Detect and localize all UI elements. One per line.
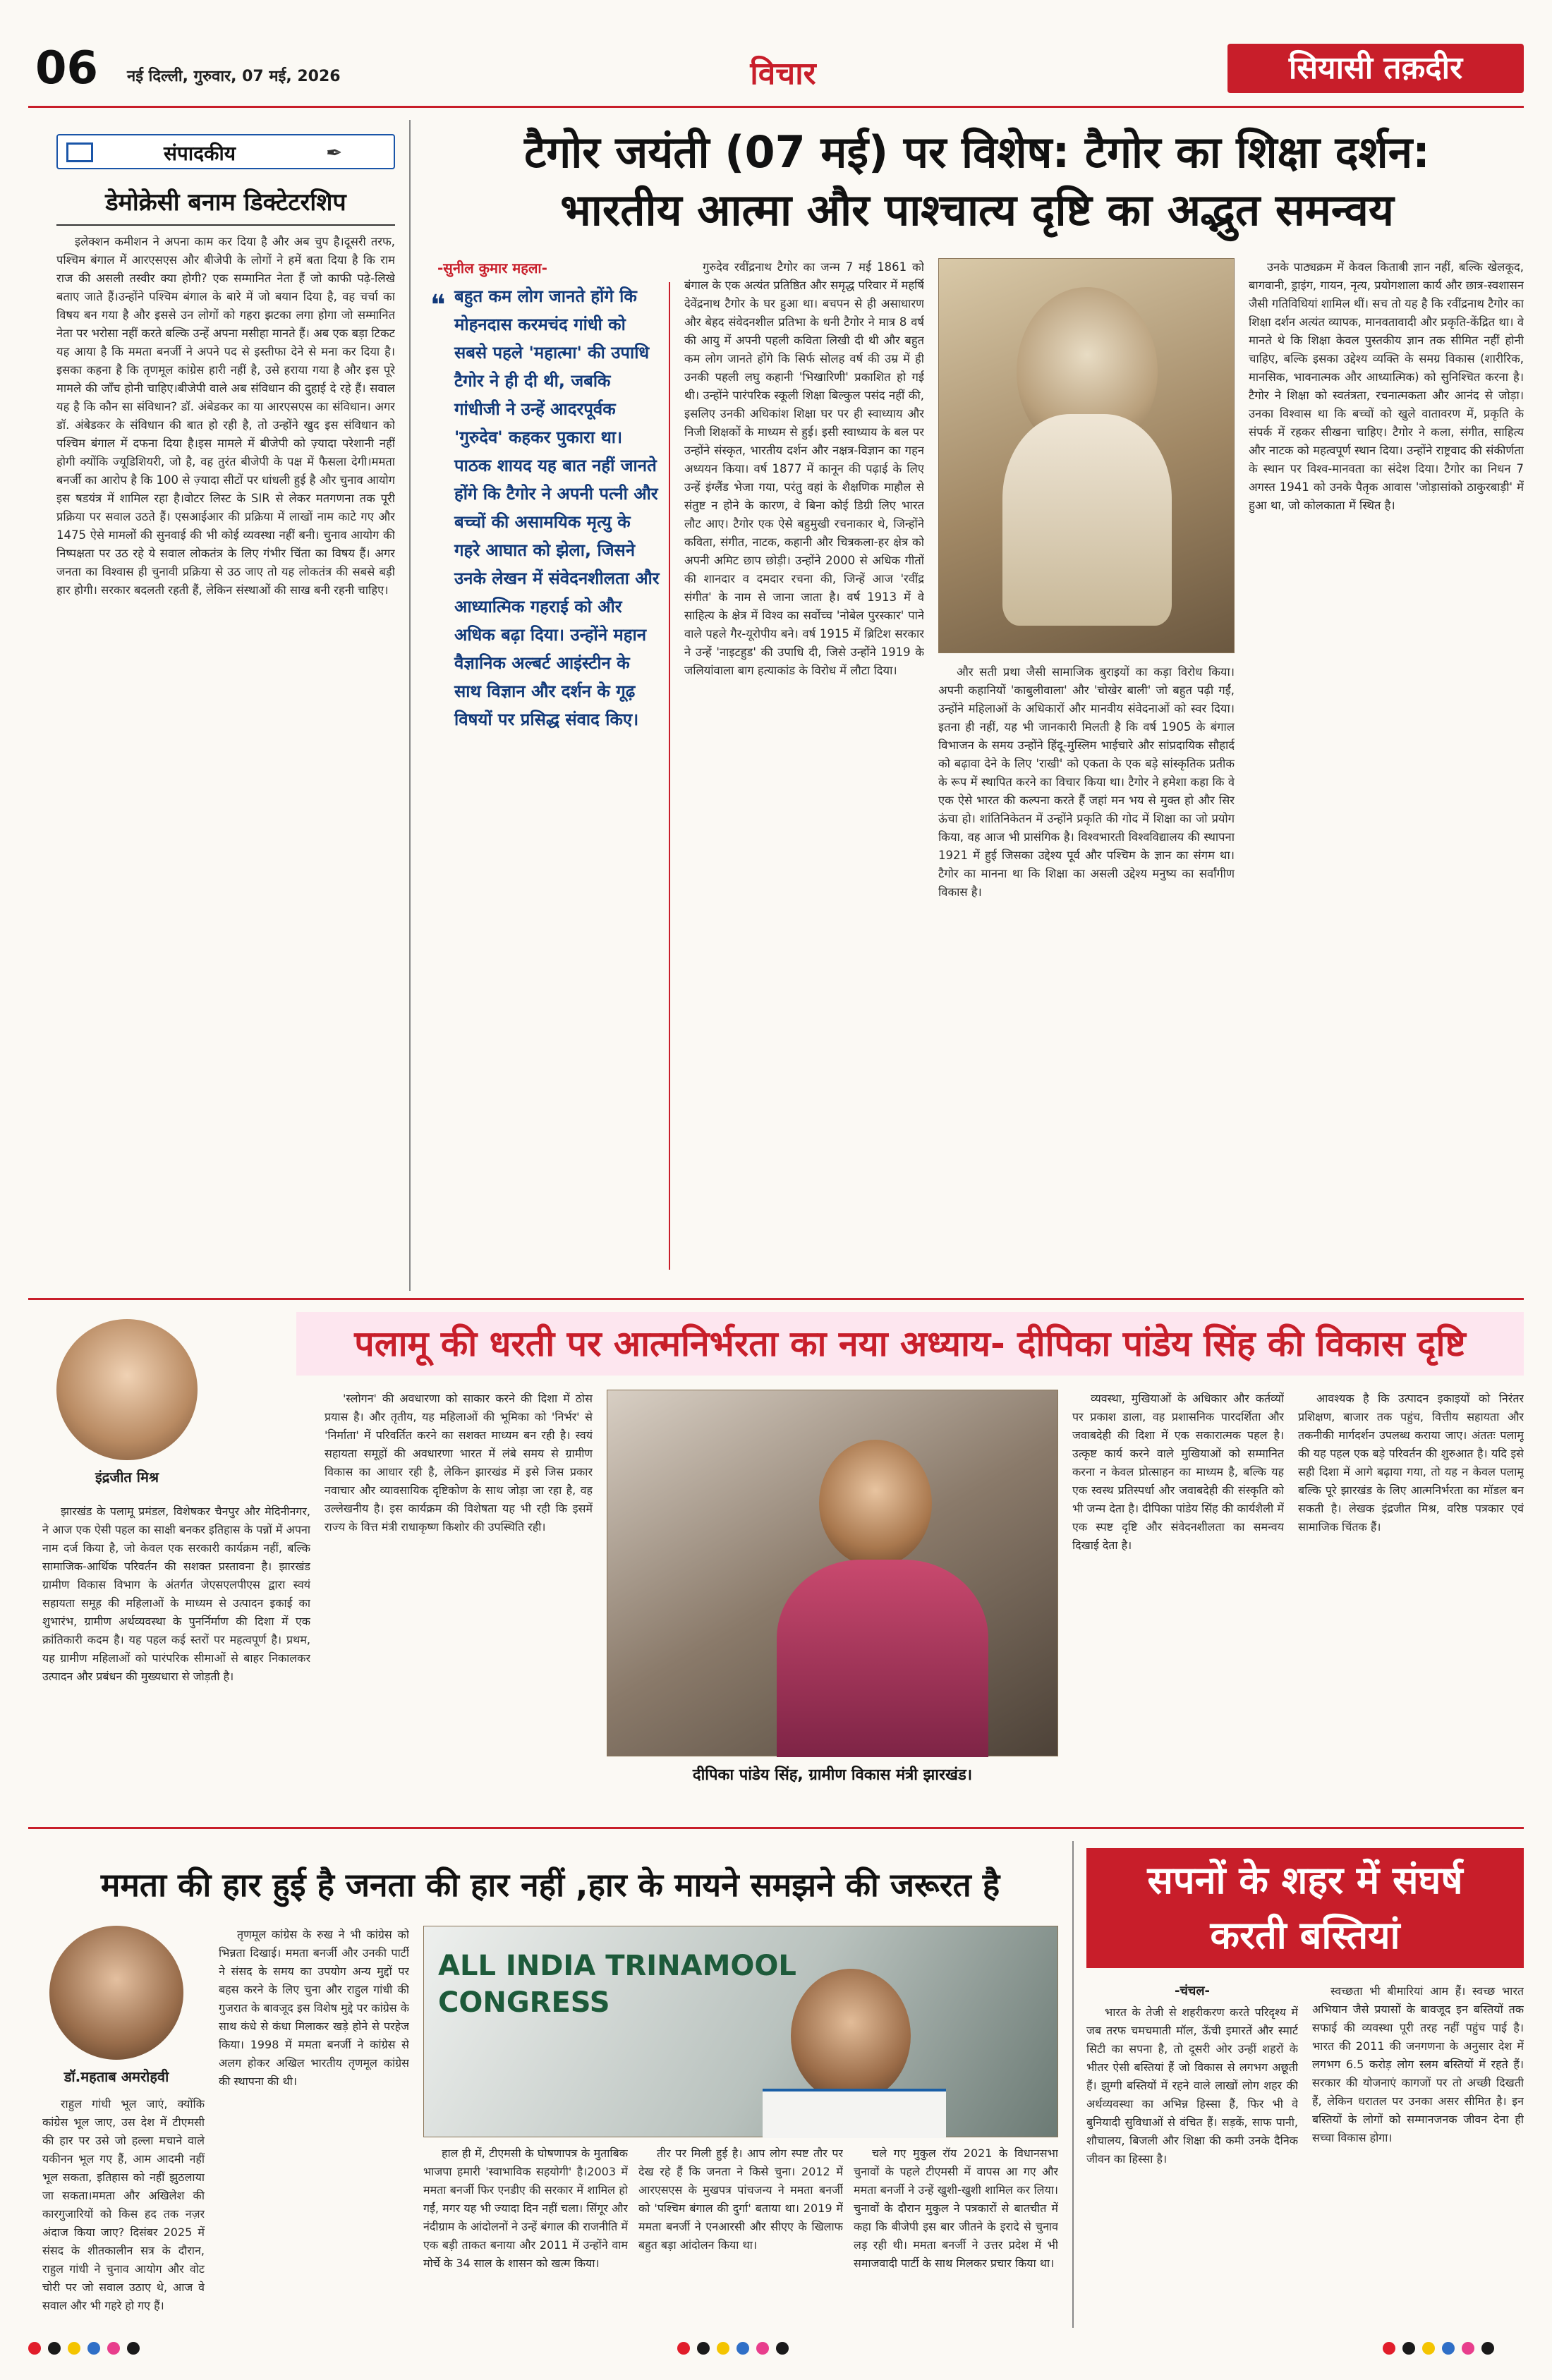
palamu-author: इंद्रजीत मिश्र [95, 1469, 159, 1486]
editorial-divider [409, 120, 411, 1291]
section-rule-1 [28, 1298, 1524, 1300]
palamu-text-1: झारखंड के पलामू प्रमंडल, विशेषकर चैनपुर और मेदिनीनगर, ने आज एक ऐसी पहल का साक्षी बनकर इतिहास के पन्नों में अपना नाम दर्ज किया है, जो केवल एक सरकारी कार्यक्रम नहीं, बल्कि सामाजिक-आर्थिक परिवर्तन की सशक्त प्रस्तावना है। झारखंड ग्रामीण विकास विभाग के अंतर्गत जेएसएलपीएस द्वारा स्वयं सहायता समूह की महिलाओं के माध्यम से उत्पादन इकाई का शुभारंभ, ग्रामीण अर्थव्यवस्था के पुनर्निर्माण की दिशा में एक क्रांतिकारी कदम है। यह पहल कई स्तरों पर महत्वपूर्ण है। प्रथम, यह ग्रामीण महिलाओं को पारंपरिक सीमाओं से बाहर निकालकर उत्पादन और प्रबंधन की मुख्यधारा से जोड़ती है। [42, 1505, 310, 1683]
mamata-col-5 [854, 2144, 1058, 2321]
registration-dot [1402, 2342, 1415, 2355]
publication-box [1227, 44, 1524, 93]
feature-col-3 [1249, 258, 1524, 1288]
editorial-label: संपादकीय [164, 142, 236, 165]
mamata-saree [763, 2089, 946, 2138]
editorial-text: इलेक्शन कमीशन ने अपना काम कर दिया है और अब चुप है।दूसरी तरफ, पश्चिम बंगाल में आरएसएस और बीजेपी के लोगों ने हमें बता दिया है कि राम राज की असली तस्वीर क्या होगी? एक सम्मानित नेता हैं जो काफी पढ़े-लिखे बताए जाते हैं।उन्होंने पश्चिम बंगाल के बारे में जो बयान दिया है, वह चर्चा का विषय बन गया है और इससे उन लोगों को गहरा झटका लगा होगा जो सम्मानित नेता पर भरोसा नहीं करते बल्कि उन्हें अपना मसीहा मानते हैं। अब एक बड़ा टिकट यह आया है कि ममता बनर्जी ने अपने पद से इस्तीफा देने से मना कर दिया है।इसका कहना है कि तृणमूल कांग्रेस हारी नहीं है, उसे हराया गया है और इस पूरे मामले की जाँच होनी चाहिए।बीजेपी वाले अब संविधान की दुहाई दे रहे हैं। सवाल यह है कि कौन सा संविधान? डॉ. अंबेडकर का या आरएसएस का संविधान। अगर डॉ. अंबेडकर के संविधान की बात हो रही है, तो उन्होंने खुद इस संविधान को पश्चिम बंगाल में दफना दिया है।इस मामले में बीजेपी को ज़्यादा परेशानी नहीं होगी क्योंकि ज्यूडिशियरी, जो है, वह तुरंत बीजेपी के पक्ष में फैसला देगी।ममता बनर्जी का आरोप है कि 100 से ज़्यादा सीटों पर धांधली हुई है और चुनाव आयोग इस षडयंत्र में शामिल रहा है।वोटर लिस्ट के SIR से लेकर मतगणना तक पूरी प्रक्रिया पर सवाल उठते हैं। एसआईआर की प्रक्रिया में लाखों नाम काटे गए और 1475 ऐसे मामलों की सुनवाई की भी कोई व्यवस्था नहीं बनी। चुनाव आयोग की निष्पक्षता पर उठ रहे ये सवाल लोकतंत्र के लिए गंभीर चिंता का विषय हैं। अगर जनता का विश्वास ही चुनावी प्रक्रिया से उठ जाए तो यह लोकतंत्र की सबसे बड़ी हार होगी। सरकार बदलती रहती हैं, लेकिन संस्थाओं की साख बनी रहनी चाहिए। [56, 235, 395, 597]
registration-dot [68, 2342, 80, 2355]
mamata-text-5: चले गए मुकुल रॉय 2021 के विधानसभा चुनावों के पहले टीएमसी में वापस आ गए और ममता बनर्जी ने उन्हें खुशी-खुशी शामिल कर लिया। चुनावों के दौरान मुकुल ने पत्रकारों से बातचीत में कहा कि बीजेपी इस बार जीतने के इरादे से चुनाव लड़ रही थी। ममता बनर्जी ने उत्तर प्रदेश में भी समाजवादी पार्टी के साथ मिलकर प्रचार किया था। [854, 2147, 1058, 2270]
sapno-byline: -चंचल- [1174, 1984, 1210, 1998]
bottom-divider [1072, 1841, 1074, 2328]
dateline: नई दिल्ली, गुरुवार, 07 मई, 2026 [127, 68, 341, 85]
registration-dot [1383, 2342, 1395, 2355]
feature-headline-2: भारतीय आत्मा और पाश्चात्य दृष्टि का अद्भुत समन्वय [560, 184, 1394, 236]
minister-photo [607, 1390, 1058, 1756]
mamata-author: डॉ.महताब अमरोहवी [63, 2068, 169, 2085]
color-registration-right [1383, 2342, 1494, 2355]
editorial-title-rule [56, 224, 395, 226]
color-registration-center [677, 2342, 789, 2355]
registration-dot [736, 2342, 749, 2355]
registration-dot [87, 2342, 100, 2355]
registration-dot [697, 2342, 710, 2355]
portrait-beard [1002, 414, 1172, 626]
publication-name: सियासी तक़दीर [1288, 50, 1463, 86]
palamu-text-2: 'स्लोगन' की अवधारणा को साकार करने की दिशा में ठोस प्रयास है। और तृतीय, यह महिलाओं की भूमिका को 'निर्भर' से 'निर्माता' में परिवर्तित करने का सशक्त माध्यम बन रही है। स्वयं सहायता समूहों की अवधारणा भारत में लंबे समय से ग्रामीण विकास का आधार रही है, लेकिन झारखंड में इसे जिस प्रकार नवाचार और व्यावसायिक दृष्टिकोण के साथ जोड़ा जा रहा है, वह उल्लेखनीय है। इस कार्यक्रम की विशेषता यह भी रही कि इसमें राज्य के वित्त मंत्री राधाकृष्ण किशोर की उपस्थिति रही। [325, 1392, 593, 1534]
sapno-col-1 [1086, 2003, 1298, 2321]
sapno-text-1: भारत के तेजी से शहरीकरण करते परिदृश्य में जब तरफ चमचमाती मॉल, ऊँची इमारतें और स्मार्ट सिटी का सपना है, तो दूसरी ओर उन्हीं शहरों के भीतर ऐसी बस्तियां हैं जो विकास से लगभग अछूती हैं। झुग्गी बस्तियों में रहने वाले लाखों लोग शहर की अर्थव्यवस्था का अभिन्न हिस्सा हैं, फिर भी वे बुनियादी सुविधाओं से वंचित हैं। सड़कें, साफ पानी, शौचालय, बिजली और शिक्षा की कमी उनके दैनिक जीवन का हिस्सा है। [1086, 2005, 1298, 2166]
pull-quote: बहुत कम लोग जानते होंगे कि मोहनदास करमचंद गांधी को सबसे पहले 'महात्मा' की उपाधि टैगोर ने ही दी थी, जबकि गांधीजी ने उन्हें आदरपूर्वक 'गुरुदेव' कहकर पुकारा था। पाठक शायद यह बात नहीं जानते होंगे कि टैगोर ने अपनी पत्नी और बच्चों की असामयिक मृत्यु के गहरे आघात को झेला, जिसने उनके लेखन में संवेदनशीलता और आध्यात्मिक गहराई को और अधिक बढ़ा दिया। उन्होंने महान वैज्ञानिक अल्बर्ट आइंस्टीन के साथ विज्ञान और दर्शन के गूढ़ विषयों पर प्रसिद्ध संवाद किए। [454, 286, 660, 729]
feature-col-1 [684, 258, 924, 1288]
mamata-col-1 [42, 2095, 205, 2321]
minister-saree [777, 1560, 988, 1757]
registration-dot [107, 2342, 120, 2355]
feature-col-2 [938, 663, 1235, 1284]
registration-dot [1422, 2342, 1435, 2355]
mamata-headline: ममता की हार हुई है जनता की हार नहीं ,हार के मायने समझने की जरूरत है [100, 1866, 1000, 1904]
section-rule-2 [28, 1827, 1524, 1829]
mamata-photo [423, 1926, 1058, 2137]
mamata-col-2 [219, 1926, 409, 2321]
sapno-text-2: स्वच्छता भी बीमारियां आम हैं। स्वच्छ भारत अभियान जैसे प्रयासों के बावजूद इन बस्तियों तक सफाई की व्यवस्था पूरी तरह नहीं पहुंच पाई है। भारत की 2011 की जनगणना के अनुसार देश में लगभग 6.5 करोड़ लोग स्लम बस्तियों में रहते हैं। सरकार की योजनाएं कागजों पर तो अच्छी दिखती हैं, लेकिन धरातल पर उनका असर सीमित है। इन बस्तियों के लोगों को सम्मानजनक जीवन देना ही सच्चा विकास होगा। [1312, 1984, 1524, 2144]
feature-text-2: और सती प्रथा जैसी सामाजिक बुराइयों का कड़ा विरोध किया। अपनी कहानियों 'काबुलीवाला' और 'चोखेर बाली' जो बहुत पढ़ी गईं, उन्होंने महिलाओं के अधिकारों और मानवीय संवेदनाओं को स्वर दिया। इतना ही नहीं, यह भी जानकारी मिलती है कि वर्ष 1905 के बंगाल विभाजन के समय उन्होंने हिंदू-मुस्लिम भाईचारे और सांप्रदायिक सौहार्द को बढ़ावा देने के लिए 'राखी' को एकता के एक बड़े सांस्कृतिक प्रतीक के रूप में स्थापित करने का विचार किया था। टैगोर ने हमेशा कहा कि वे एक ऐसे भारत की कल्पना करते हैं जहां मन भय से मुक्त हो और सिर ऊंचा हो। शांतिनिकेतन में उन्होंने प्रकृति की गोद में शिक्षा का जो प्रयोग किया, वह आज भी प्रासंगिक है। विश्वभारती विश्वविद्यालय की स्थापना 1921 में हुई जिसका उद्देश्य पूर्व और पश्चिम के ज्ञान का संगम था। टैगोर का मानना था कि शिक्षा का असली उद्देश्य मनुष्य का सर्वांगीण विकास है। [938, 665, 1235, 899]
mamata-text-3: हाल ही में, टीएमसी के घोषणापत्र के मुताबिक भाजपा हमारी 'स्वाभाविक सहयोगी' है।2003 में ममता बनर्जी फिर एनडीए की सरकार में शामिल हो गईं, मगर यह भी ज्यादा दिन नहीं चला। सिंगूर और नंदीग्राम के आंदोलनों ने उन्हें बंगाल की राजनीति में एक बड़ी ताकत बनाया और 2011 में उन्होंने वाम मोर्चे के 34 साल के शासन को खत्म किया। [423, 2147, 628, 2270]
masthead-rule [28, 106, 1524, 108]
feature-text-1: गुरुदेव रवींद्रनाथ टैगोर का जन्म 7 मई 1861 को बंगाल के एक अत्यंत प्रतिष्ठित और समृद्ध परिवार में महर्षि देवेंद्रनाथ टैगोर के घर हुआ था। बचपन से ही असाधारण और बेहद संवेदनशील प्रतिभा के धनी टैगोर ने मात्र 8 वर्ष की आयु में अपनी पहली कविता लिखी दी थी और बहुत कम लोग जानते होंगे कि सिर्फ सोलह वर्ष की उम्र में ही उनकी पहली लघु कहानी 'भिखारिणी' प्रकाशित हो गई थी। उन्होंने पारंपरिक स्कूली शिक्षा बिल्कुल पसंद नहीं की, इसलिए उनकी अधिकांश शिक्षा घर पर ही स्वाध्याय और निजी शिक्षकों के माध्यम से हुई। इसी स्वाध्याय के बल पर उन्होंने संस्कृत, भारतीय दर्शन और नक्षत्र-विज्ञान का गहन अध्ययन किया। वर्ष 1877 में कानून की पढ़ाई के लिए उन्हें इंग्लैंड भेजा गया, परंतु वहां के शैक्षणिक माहौल से संतुष्ट न होने के कारण, वे बिना कोई डिग्री लिए भारत लौट आए। टैगोर एक ऐसे बहुमुखी रचनाकार थे, जिन्होंने कविता, संगीत, नाटक, कहानी और चित्रकला-हर क्षेत्र को अपनी अमिट छाप छोड़ी। उन्होंने 2000 से अधिक गीतों की शानदार व दमदार रचना की, जिन्हें आज 'रवींद्र संगीत' के नाम से जाना जाता है। वर्ष 1913 में वे साहित्य के क्षेत्र में विश्व का सर्वोच्च 'नोबेल पुरस्कार' पाने वाले पहले गैर-यूरोपीय बने। वर्ष 1915 में ब्रिटिश सरकार ने उन्हें 'नाइटहुड' की उपाधि दी, जिसे उन्होंने 1919 के जलियांवाला बाग हत्याकांड के विरोध में लौटा दिया। [684, 260, 924, 677]
editorial-title: डेमोक्रेसी बनाम डिक्टेटरशिप [105, 188, 346, 217]
editorial-label-box [56, 134, 395, 169]
section-title: विचार [750, 56, 816, 92]
palamu-text-4: आवश्यक है कि उत्पादन इकाइयों को निरंतर प्रशिक्षण, बाजार तक पहुंच, वित्तीय सहायता और तकनीकी मार्गदर्शन उपलब्ध कराया जाए। अंततः पलामू की यह पहल एक बड़े परिवर्तन की शुरुआत है। यदि इसे सही दिशा में आगे बढ़ाया गया, तो यह न केवल पलामू बल्कि पूरे झारखंड के लिए आत्मनिर्भरता का मॉडल बन सकती है। लेखक इंद्रजीत मिश्र, वरिष्ठ पत्रकार एवं सामाजिक चिंतक हैं। [1298, 1392, 1524, 1534]
sapno-col-2 [1312, 1982, 1524, 2321]
palamu-headline-box [296, 1312, 1524, 1376]
editorial-body [56, 233, 395, 1291]
tagore-portrait [938, 258, 1235, 653]
mamata-text-2: तृणमूल कांग्रेस के रुख ने भी कांग्रेस को भिन्नता दिखाई। ममता बनर्जी और उनकी पार्टी ने संसद के समय का उपयोग अन्य मुद्दों पर बहस करने के लिए चुना और राहुल गांधी की गुजरात के बावजूद इस विशेष मुद्दे पर कांग्रेस के साथ कंधे से कंधा मिलाकर खड़े होने से परहेज किया। 1998 में ममता बनर्जी ने कांग्रेस से अलग होकर अखिल भारतीय तृणमूल कांग्रेस की स्थापना की थी। [219, 1928, 409, 2088]
pen-icon: ✒ [326, 141, 343, 164]
page-number: 06 [35, 42, 99, 95]
mamata-col-4 [638, 2144, 843, 2321]
registration-dot [677, 2342, 690, 2355]
sapno-headline-2: करती बस्तियां [1210, 1913, 1400, 1957]
minister-face [819, 1440, 932, 1567]
registration-dot [776, 2342, 789, 2355]
registration-dot [717, 2342, 729, 2355]
registration-dot [756, 2342, 769, 2355]
registration-dot [1442, 2342, 1455, 2355]
mamata-text-4: तीर पर मिली हुई है। आप लोग स्पष्ट तौर पर देख रहे हैं कि जनता ने किसे चुना। 2012 में आरएसएस के मुखपत्र पांचजन्य ने ममता बनर्जी को 'पश्चिम बंगाल की दुर्गा' बताया था। 2019 में ममता बनर्जी ने एनआरसी और सीएए के खिलाफ बहुत बड़ा आंदोलन किया था। [638, 2147, 843, 2252]
square-icon [66, 142, 93, 162]
registration-dot [1462, 2342, 1474, 2355]
sapno-headline-1: सपनों के शहर में संघर्ष [1147, 1858, 1463, 1902]
color-registration-left [28, 2342, 140, 2355]
feature-text-3: उनके पाठ्यक्रम में केवल किताबी ज्ञान नहीं, बल्कि खेलकूद, बागवानी, ड्राइंग, गायन, नृत्य, प्रयोगशाला कार्य और छात्र-स्वशासन जैसी गतिविधियां शामिल थीं। सच तो यह है कि रवींद्रनाथ टैगोर का शिक्षा दर्शन अत्यंत व्यापक, मानवतावादी और प्रकृति-केंद्रित था। वे मानते थे कि शिक्षा केवल पुस्तकीय ज्ञान तक सीमित नहीं होनी चाहिए, बल्कि इसका उद्देश्य व्यक्ति के समग्र विकास (शारीरिक, मानसिक, भावनात्मक और आध्यात्मिक) को सुनिश्चित करना है। टैगोर ने शिक्षा को स्वतंत्रता, रचनात्मकता और आनंद से जोड़ा। उनका विश्वास था कि बच्चों को खुले वातावरण में, प्रकृति के संपर्क में रहकर सीखना चाहिए। टैगोर ने कला, संगीत, साहित्य और नाटक को महत्वपूर्ण स्थान दिया। उन्होंने राष्ट्रवाद की संकीर्णता के स्थान पर विश्व-मानवता का संदेश दिया। टैगोर का निधन 7 अगस्त 1941 को उनके पैतृक आवास 'जोड़ासांको ठाकुरबाड़ी' में हुआ था, जो कोलकाता में स्थित है। [1249, 260, 1524, 512]
palamu-text-3: व्यवस्था, मुखियाओं के अधिकार और कर्तव्यों पर प्रकाश डाला, वह प्रशासनिक पारदर्शिता और जवाबदेही की दिशा में एक सकारात्मक पहल है। उत्कृष्ट कार्य करने वाले मुखियाओं को सम्मानित करना न केवल प्रोत्साहन का माध्यम है, बल्कि यह एक स्वस्थ प्रतिस्पर्धा और जवाबदेही की संस्कृति को भी जन्म देता है। दीपिका पांडेय सिंह की कार्यशैली में एक स्पष्ट दृष्टि और संवेदनशीलता का समन्वय दिखाई देता है। [1072, 1392, 1284, 1552]
registration-dot [28, 2342, 41, 2355]
tmc-banner: ALL INDIA TRINAMOOL CONGRESS [438, 1950, 796, 2019]
author-photo-mamata [49, 1926, 183, 2060]
minister-caption: दीपिका पांडेय सिंह, ग्रामीण विकास मंत्री झारखंड। [692, 1766, 973, 1784]
feature-headline-1: टैगोर जयंती (07 मई) पर विशेष: टैगोर का शिक्षा दर्शन: [524, 126, 1430, 178]
registration-dot [1481, 2342, 1494, 2355]
quote-icon: ❝ [430, 289, 446, 322]
mamata-face [791, 1969, 911, 2103]
mamata-col-3 [423, 2144, 628, 2321]
author-photo-palamu [56, 1319, 198, 1460]
registration-dot [127, 2342, 140, 2355]
registration-dot [48, 2342, 61, 2355]
pull-quote-box [430, 282, 670, 1270]
palamu-headline: पलामू की धरती पर आत्मनिर्भरता का नया अध्याय- दीपिका पांडेय सिंह की विकास दृष्टि [354, 1323, 1466, 1364]
mamata-text-1: राहुल गांधी भूल जाएं, क्योंकि कांग्रेस भूल जाए, उस देश में टीएमसी की हार पर उसे जो हल्ला मचाने वाले यकीनन भूल गए हैं, आम आदमी नहीं भूल सकता, इतिहास को नहीं झुठलाया जा सकता।ममता और अखिलेश की कारगुजारियों को किस हद तक नज़र अंदाज किया जाए? दिसंबर 2025 में संसद के शीतकालीन सत्र के दौरान, राहुल गांधी ने चुनाव आयोग और वोट चोरी पर जो सवाल उठाए थे, आज वे सवाल और भी गहरे हो गए हैं। [42, 2097, 205, 2312]
feature-byline: -सुनील कुमार महला- [437, 260, 547, 277]
sapno-headline-box [1086, 1848, 1524, 1968]
